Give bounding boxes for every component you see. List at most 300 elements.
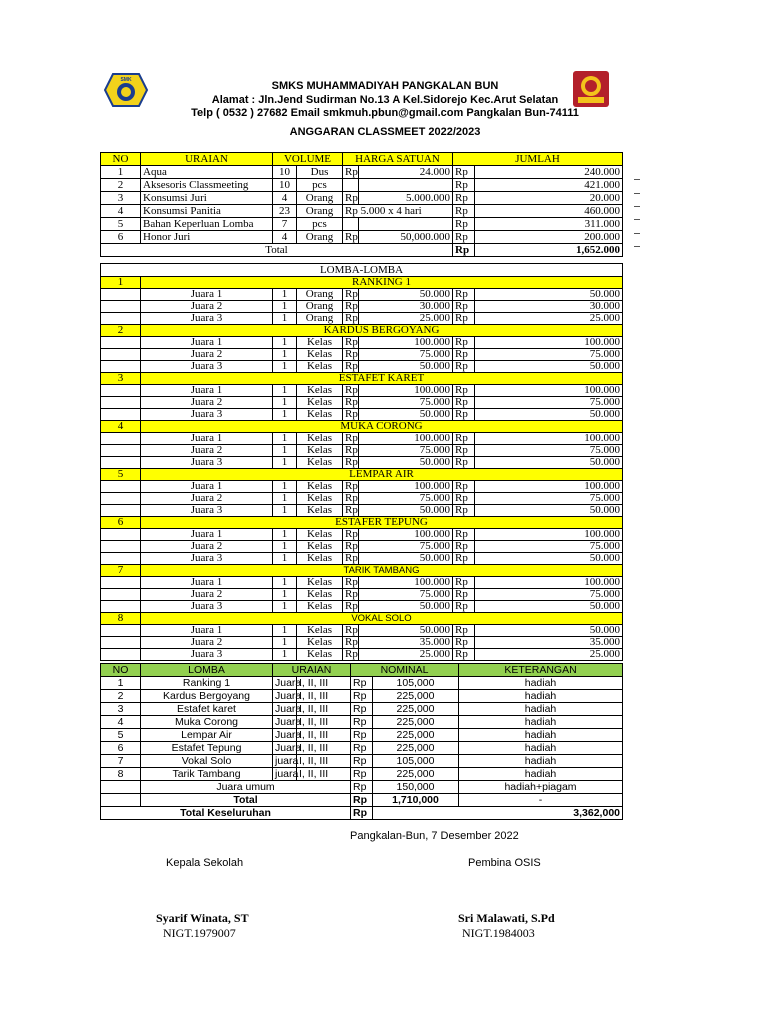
row-harga [359,218,453,231]
row-jumlah-rp: Rp [453,493,475,505]
summary-no: 1 [101,677,141,690]
table-row [101,703,623,716]
row-unit: Orang [297,205,343,218]
row-jumlah: 100.000 [475,481,623,493]
row-unit: Kelas [297,433,343,445]
row-blank [101,794,141,807]
competition-header [101,421,623,433]
row-jumlah: 50.000 [475,601,623,613]
row-harga: 50.000 [359,505,453,517]
row-no: 3 [101,192,141,205]
total-row [101,244,623,257]
summary-lomba: Tarik Tambang [141,768,273,781]
row-rp: Rp [343,637,359,649]
summary-no: 8 [101,768,141,781]
row-jumlah: 50.000 [475,289,623,301]
row-jumlah-rp: Rp [453,589,475,601]
row-volume: 1 [273,601,297,613]
row-jumlah-rp: Rp [453,505,475,517]
school-address: Alamat : Jln.Jend Sudirman No.13 A Kel.Sidorejo Kec.Arut Selatan [211,94,559,106]
row-blank [101,349,141,361]
row-blank [101,433,141,445]
table-row [101,385,623,397]
row-rp [343,218,359,231]
row-jumlah-rp: Rp [453,397,475,409]
competition-no: 8 [101,613,141,625]
lomba-title: LOMBA-LOMBA [101,264,623,277]
row-blank [101,781,141,794]
table-row [101,768,623,781]
row-label: Juara 3 [141,553,273,565]
grand-total-rp: Rp [351,807,373,820]
competition-no: 2 [101,325,141,337]
table-row [101,231,623,244]
row-jumlah-rp: Rp [453,649,475,661]
competition-no: 4 [101,421,141,433]
left-signer-role: Kepala Sekolah [166,857,244,869]
summary-total-row-keterangan: - [459,794,623,807]
row-jumlah: 75.000 [475,589,623,601]
row-harga-text: Rp 5.000 x 4 hari [343,205,453,218]
row-harga: 50,000.000 [359,231,453,244]
row-volume: 1 [273,529,297,541]
row-jumlah-rp: Rp [453,301,475,313]
row-rp: Rp [343,553,359,565]
competition-name: LEMPAR AIR [141,469,623,481]
row-uraian: Aksesoris Classmeeting [141,179,273,192]
competition-name: ESTAFET KARET [141,373,623,385]
competition-header [101,565,623,577]
row-harga: 50.000 [359,409,453,421]
grand-total-label: Total Keseluruhan [101,807,351,820]
summary-lomba: Ranking 1 [141,677,273,690]
summary-uraian-b: I, II, III [297,742,351,755]
summary-lomba: Muka Corong [141,716,273,729]
table-row [101,649,623,661]
row-unit: Kelas [297,505,343,517]
summary-rp: Rp [351,703,373,716]
row-label: Juara 1 [141,481,273,493]
row-jumlah: 240.000 [475,166,623,179]
row-harga: 100.000 [359,385,453,397]
competition-name: VOKAL SOLO [141,613,623,625]
row-label: Juara 2 [141,445,273,457]
row-volume: 10 [273,179,297,192]
row-rp: Rp [343,409,359,421]
row-label: Juara 3 [141,457,273,469]
summary-no: 6 [101,742,141,755]
row-harga: 50.000 [359,457,453,469]
table-row [101,541,623,553]
row-blank [101,457,141,469]
summary-nominal: 105,000 [373,755,459,768]
row-unit: Dus [297,166,343,179]
table-row [101,433,623,445]
row-label: Juara 2 [141,349,273,361]
row-volume: 1 [273,637,297,649]
summary-keterangan: hadiah [459,716,623,729]
row-harga: 50.000 [359,289,453,301]
row-rp: Rp [343,625,359,637]
row-harga: 75.000 [359,541,453,553]
grand-total-value: 3,362,000 [373,807,623,820]
row-label: Juara 2 [141,637,273,649]
row-jumlah: 100.000 [475,433,623,445]
row-rp: Rp [343,493,359,505]
row-unit: Orang [297,289,343,301]
row-unit: Orang [297,231,343,244]
right-signer-name: Sri Malawati, S.Pd [458,911,555,925]
summary-uraian-a: Juara [273,703,297,716]
row-uraian: Honor Juri [141,231,273,244]
row-harga: 75.000 [359,349,453,361]
competition-header [101,469,623,481]
row-harga: 75.000 [359,589,453,601]
table-row [101,301,623,313]
row-harga: 75.000 [359,397,453,409]
table-row [101,493,623,505]
table-row [101,397,623,409]
row-volume: 7 [273,218,297,231]
header-no: NO [101,153,141,166]
row-jumlah: 100.000 [475,385,623,397]
row-blank [101,397,141,409]
row-unit: Kelas [297,457,343,469]
row-jumlah-rp: Rp [453,481,475,493]
row-harga: 30.000 [359,301,453,313]
left-signer-nigt: NIGT.1979007 [163,926,236,940]
row-harga [359,179,453,192]
row-jumlah: 50.000 [475,505,623,517]
row-label: Juara 1 [141,433,273,445]
margin-dash [634,219,640,220]
margin-dash [634,206,640,207]
row-jumlah-rp: Rp [453,529,475,541]
row-rp: Rp [343,433,359,445]
row-unit: pcs [297,218,343,231]
summary-uraian-a: Juara [273,690,297,703]
competition-no: 3 [101,373,141,385]
competition-name: RANKING 1 [141,277,623,289]
row-jumlah: 200.000 [475,231,623,244]
header-harga-satuan: HARGA SATUAN [343,153,453,166]
row-jumlah-rp: Rp [453,457,475,469]
row-label: Juara 1 [141,529,273,541]
row-blank [101,529,141,541]
summary-keterangan: hadiah [459,703,623,716]
row-rp: Rp [343,192,359,205]
row-harga: 100.000 [359,433,453,445]
total-value: 1,652.000 [475,244,623,257]
row-jumlah-rp: Rp [453,218,475,231]
row-harga: 25.000 [359,649,453,661]
table-row [101,553,623,565]
row-jumlah: 100.000 [475,337,623,349]
row-harga: 100.000 [359,337,453,349]
row-label: Juara 3 [141,361,273,373]
row-volume: 1 [273,409,297,421]
row-volume: 1 [273,385,297,397]
row-harga: 50.000 [359,553,453,565]
summary-uraian-b: I, II, III [297,755,351,768]
row-jumlah-rp: Rp [453,349,475,361]
table-row [101,716,623,729]
summary-header-uraian: URAIAN [273,664,351,677]
row-jumlah: 311.000 [475,218,623,231]
row-unit: Kelas [297,385,343,397]
summary-no: 5 [101,729,141,742]
summary-nominal: 225,000 [373,742,459,755]
summary-header-lomba: LOMBA [141,664,273,677]
summary-rp: Rp [351,677,373,690]
row-jumlah: 50.000 [475,409,623,421]
competition-table [100,263,623,661]
row-jumlah: 100.000 [475,577,623,589]
row-harga: 100.000 [359,577,453,589]
juara-umum-row-nominal: 150,000 [373,781,459,794]
row-blank [101,301,141,313]
row-volume: 1 [273,541,297,553]
row-blank [101,601,141,613]
row-no: 6 [101,231,141,244]
table-row [101,677,623,690]
row-jumlah-rp: Rp [453,541,475,553]
row-volume: 1 [273,457,297,469]
row-label: Juara 3 [141,649,273,661]
row-no: 5 [101,218,141,231]
header-jumlah: JUMLAH [453,153,623,166]
table-row [101,179,623,192]
row-rp: Rp [343,349,359,361]
summary-keterangan: hadiah [459,690,623,703]
row-label: Juara 2 [141,493,273,505]
row-volume: 1 [273,361,297,373]
summary-lomba: Kardus Bergoyang [141,690,273,703]
row-jumlah: 30.000 [475,301,623,313]
summary-uraian-b: I, II, III [297,677,351,690]
summary-nominal: 225,000 [373,703,459,716]
row-jumlah-rp: Rp [453,289,475,301]
row-volume: 1 [273,589,297,601]
row-unit: Kelas [297,577,343,589]
table-row [101,625,623,637]
juara-umum-row-label: Juara umum [141,781,351,794]
row-jumlah-rp: Rp [453,637,475,649]
table-row [101,742,623,755]
row-unit: Orang [297,301,343,313]
row-no: 1 [101,166,141,179]
school-contact: Telp ( 0532 ) 27682 Email smkmuh.pbun@gmail.com Pangkalan Bun-74111 [191,107,579,119]
row-label: Juara 1 [141,577,273,589]
competition-no: 1 [101,277,141,289]
row-jumlah-rp: Rp [453,179,475,192]
row-jumlah-rp: Rp [453,192,475,205]
row-jumlah-rp: Rp [453,313,475,325]
row-volume: 1 [273,397,297,409]
row-no: 4 [101,205,141,218]
row-jumlah: 20.000 [475,192,623,205]
row-unit: Kelas [297,649,343,661]
row-unit: Kelas [297,553,343,565]
grand-total-row [101,807,623,820]
row-jumlah-rp: Rp [453,361,475,373]
summary-uraian-b: I, II, III [297,768,351,781]
summary-uraian-b: I, II, III [297,703,351,716]
summary-uraian-b: I, II, III [297,690,351,703]
row-jumlah-rp: Rp [453,205,475,218]
row-volume: 1 [273,301,297,313]
row-unit: Orang [297,313,343,325]
row-jumlah: 421.000 [475,179,623,192]
summary-rp: Rp [351,729,373,742]
table-row [101,361,623,373]
row-blank [101,589,141,601]
row-blank [101,481,141,493]
summary-uraian-a: Juara [273,677,297,690]
summary-rp: Rp [351,768,373,781]
summary-total-row-nominal: 1,710,000 [373,794,459,807]
row-volume: 1 [273,445,297,457]
table-row [101,445,623,457]
row-jumlah: 25.000 [475,649,623,661]
summary-nominal: 225,000 [373,716,459,729]
row-volume: 10 [273,166,297,179]
row-rp: Rp [343,649,359,661]
row-rp: Rp [343,577,359,589]
header-uraian: URAIAN [141,153,273,166]
row-no: 2 [101,179,141,192]
row-jumlah-rp: Rp [453,385,475,397]
competition-name: TARIK TAMBANG [141,565,623,577]
total-rp: Rp [453,244,475,257]
row-rp: Rp [343,481,359,493]
table-row [101,637,623,649]
table-row [101,755,623,768]
row-blank [101,337,141,349]
summary-keterangan: hadiah [459,755,623,768]
summary-table [100,663,623,820]
row-volume: 1 [273,577,297,589]
row-jumlah: 75.000 [475,493,623,505]
row-unit: Kelas [297,529,343,541]
table-row [101,601,623,613]
summary-rp: Rp [351,742,373,755]
row-unit: Kelas [297,625,343,637]
summary-header-no: NO [101,664,141,677]
row-rp: Rp [343,313,359,325]
summary-nominal: 105,000 [373,677,459,690]
summary-nominal: 225,000 [373,729,459,742]
budget-table [100,152,623,257]
row-rp: Rp [343,337,359,349]
summary-uraian-a: juara [273,768,297,781]
row-unit: Kelas [297,361,343,373]
summary-total-row-rp: Rp [351,794,373,807]
row-label: Juara 2 [141,301,273,313]
competition-no: 7 [101,565,141,577]
row-volume: 1 [273,481,297,493]
summary-no: 4 [101,716,141,729]
row-label: Juara 3 [141,601,273,613]
margin-dash [634,233,640,234]
row-label: Juara 1 [141,337,273,349]
summary-lomba: Estafet karet [141,703,273,716]
competition-name: MUKA CORONG [141,421,623,433]
row-blank [101,361,141,373]
row-jumlah-rp: Rp [453,433,475,445]
row-volume: 4 [273,192,297,205]
row-rp: Rp [343,385,359,397]
row-jumlah-rp: Rp [453,409,475,421]
row-rp: Rp [343,289,359,301]
row-rp: Rp [343,231,359,244]
table-row [101,166,623,179]
margin-dash [634,179,640,180]
table-row [101,349,623,361]
row-jumlah: 75.000 [475,349,623,361]
row-unit: Kelas [297,481,343,493]
row-jumlah-rp: Rp [453,553,475,565]
row-harga: 50.000 [359,361,453,373]
margin-dash [634,246,640,247]
row-volume: 4 [273,231,297,244]
row-jumlah-rp: Rp [453,445,475,457]
row-blank [101,493,141,505]
row-label: Juara 3 [141,313,273,325]
row-uraian: Konsumsi Juri [141,192,273,205]
row-blank [101,637,141,649]
row-rp: Rp [343,457,359,469]
row-harga: 24.000 [359,166,453,179]
row-unit: Kelas [297,637,343,649]
competition-no: 5 [101,469,141,481]
table-row [101,577,623,589]
row-rp: Rp [343,166,359,179]
summary-lomba: Estafet Tepung [141,742,273,755]
table-row [101,218,623,231]
row-blank [101,313,141,325]
row-blank [101,553,141,565]
row-label: Juara 2 [141,541,273,553]
row-harga: 35.000 [359,637,453,649]
summary-uraian-a: Juara [273,729,297,742]
summary-rp: Rp [351,755,373,768]
competition-name: ESTAFER TEPUNG [141,517,623,529]
table-row [101,505,623,517]
summary-uraian-b: I, II, III [297,729,351,742]
summary-rp: Rp [351,716,373,729]
row-label: Juara 3 [141,505,273,517]
row-jumlah-rp: Rp [453,166,475,179]
row-jumlah-rp: Rp [453,601,475,613]
row-jumlah-rp: Rp [453,577,475,589]
header-volume: VOLUME [273,153,343,166]
row-volume: 1 [273,349,297,361]
row-blank [101,445,141,457]
row-rp: Rp [343,397,359,409]
summary-nominal: 225,000 [373,768,459,781]
row-volume: 23 [273,205,297,218]
table-row [101,289,623,301]
row-volume: 1 [273,553,297,565]
summary-keterangan: hadiah [459,768,623,781]
row-harga: 50.000 [359,625,453,637]
row-harga: 5.000.000 [359,192,453,205]
table-row [101,457,623,469]
row-jumlah-rp: Rp [453,337,475,349]
row-jumlah: 75.000 [475,541,623,553]
row-unit: Kelas [297,589,343,601]
